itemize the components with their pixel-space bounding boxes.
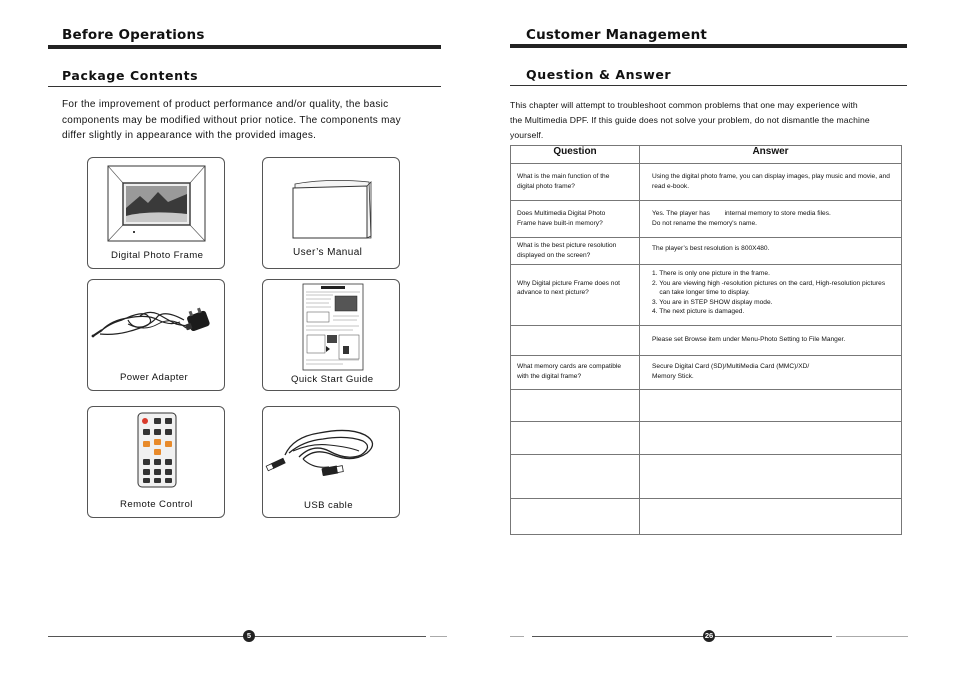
answer-cell xyxy=(640,455,902,499)
item-label: USB cable xyxy=(304,500,353,511)
item-label: Power Adapter xyxy=(120,372,189,383)
table-row xyxy=(511,422,902,455)
qa-header-row xyxy=(511,146,902,164)
table-row xyxy=(511,201,902,238)
intro-line: differ slightly in appearance with the provided images. xyxy=(62,130,317,141)
question-cell xyxy=(511,238,640,265)
question-line: What is the main function of the xyxy=(517,173,610,180)
left-page-number: 5 xyxy=(243,630,255,642)
package-item-users-manual xyxy=(262,157,400,269)
table-row xyxy=(511,238,902,265)
question-cell xyxy=(511,390,640,422)
right-subsection-title: Question & Answer xyxy=(526,67,672,82)
right-section-title: Customer Management xyxy=(526,27,708,43)
package-item-photo-frame xyxy=(87,157,225,269)
answer-line: Please set Browse item under Menu-Photo Setting to File Manger. xyxy=(652,336,846,343)
package-item-power-adapter xyxy=(87,279,225,391)
question-cell xyxy=(511,164,640,201)
question-cell xyxy=(511,422,640,455)
left-intro-text xyxy=(62,97,442,144)
intro-line: This chapter will attempt to troubleshoot common problems that one may experience with xyxy=(510,100,858,110)
right-footer-rule-start xyxy=(510,636,524,637)
answer-cell xyxy=(640,356,902,390)
right-title-rule xyxy=(510,44,907,48)
right-footer-rule-end xyxy=(836,636,908,637)
question-line: What memory cards are compatible xyxy=(517,363,622,370)
question-line: displayed on the screen? xyxy=(517,251,591,259)
intro-line: yourself. xyxy=(510,130,544,140)
item-label: Digital Photo Frame xyxy=(111,250,204,261)
question-line: digital photo frame? xyxy=(517,182,575,190)
answer-line: Do not rename the memory's name. xyxy=(652,219,757,227)
answer-line: Yes. The player has internal memory to store media files. xyxy=(652,210,831,217)
intro-line: For the improvement of product performance and/or quality, the basic xyxy=(62,99,389,110)
question-header: Question xyxy=(511,146,640,164)
right-page-number: 26 xyxy=(704,631,714,640)
table-row xyxy=(511,390,902,422)
answer-cell xyxy=(640,201,902,238)
package-item-remote-control xyxy=(87,406,225,518)
answer-line: Secure Digital Card (SD)/MultiMedia Card (MMC)/XD/ xyxy=(652,363,810,370)
question-line: What is the best picture resolution xyxy=(517,242,617,249)
answer-line: 2. You are viewing high -resolution pictures on the card, High-resolution pictures xyxy=(652,279,886,287)
answer-line: 3. You are in STEP SHOW display mode. xyxy=(652,298,773,306)
package-item-usb-cable xyxy=(262,406,400,518)
question-line: Does Multimedia Digital Photo xyxy=(517,210,606,217)
right-subsection-rule xyxy=(510,85,907,86)
answer-line: The player’s best resolution is 800X480. xyxy=(652,245,770,252)
left-footer-rule xyxy=(48,636,426,637)
question-cell xyxy=(511,326,640,356)
answer-header: Answer xyxy=(640,146,902,164)
answer-line: Using the digital photo frame, you can display images, play music and movie, and xyxy=(652,173,890,180)
qa-table xyxy=(510,145,902,535)
answer-cell xyxy=(640,390,902,422)
table-row xyxy=(511,455,902,499)
question-line: advance to next picture? xyxy=(517,289,589,297)
table-row xyxy=(511,499,902,535)
answer-line: Memory Stick. xyxy=(652,372,694,380)
intro-line: components may be modified without prior notice. The components may xyxy=(62,114,401,126)
question-cell xyxy=(511,499,640,535)
left-footer-rule-end xyxy=(430,636,447,637)
answer-line: read e-book. xyxy=(652,182,690,190)
question-cell xyxy=(511,356,640,390)
table-row xyxy=(511,326,902,356)
question-cell xyxy=(511,265,640,326)
table-row xyxy=(511,265,902,326)
answer-cell xyxy=(640,326,902,356)
left-subsection-rule xyxy=(48,86,441,87)
item-label: Quick Start Guide xyxy=(291,374,374,385)
answer-line: 4. The next picture is damaged. xyxy=(652,308,745,316)
answer-cell xyxy=(640,422,902,455)
item-label: Remote Control xyxy=(120,499,193,510)
answer-cell xyxy=(640,265,902,326)
left-title-rule xyxy=(48,45,441,49)
left-section-title: Before Operations xyxy=(62,27,205,43)
table-row xyxy=(511,164,902,201)
intro-line: the Multimedia DPF. If this guide does not solve your problem, do not dismantle the machine xyxy=(510,115,870,125)
table-row xyxy=(511,356,902,390)
answer-cell xyxy=(640,164,902,201)
answer-cell xyxy=(640,499,902,535)
right-footer-rule xyxy=(532,636,832,637)
answer-cell xyxy=(640,238,902,265)
item-label: User’s Manual xyxy=(293,247,363,258)
question-line: with the digital frame? xyxy=(517,372,582,380)
answer-line: 1. There is only one picture in the frame. xyxy=(652,270,770,277)
answer-line: can take longer time to display. xyxy=(652,289,750,297)
question-line xyxy=(517,269,635,279)
question-cell xyxy=(511,455,640,499)
question-line: Why Digital picture Frame does not xyxy=(517,279,620,287)
right-intro-text xyxy=(510,98,910,143)
package-item-quick-start-guide xyxy=(262,279,400,391)
question-cell xyxy=(511,201,640,238)
question-line: Frame have built-in memory? xyxy=(517,219,603,227)
left-subsection-title: Package Contents xyxy=(62,68,199,83)
